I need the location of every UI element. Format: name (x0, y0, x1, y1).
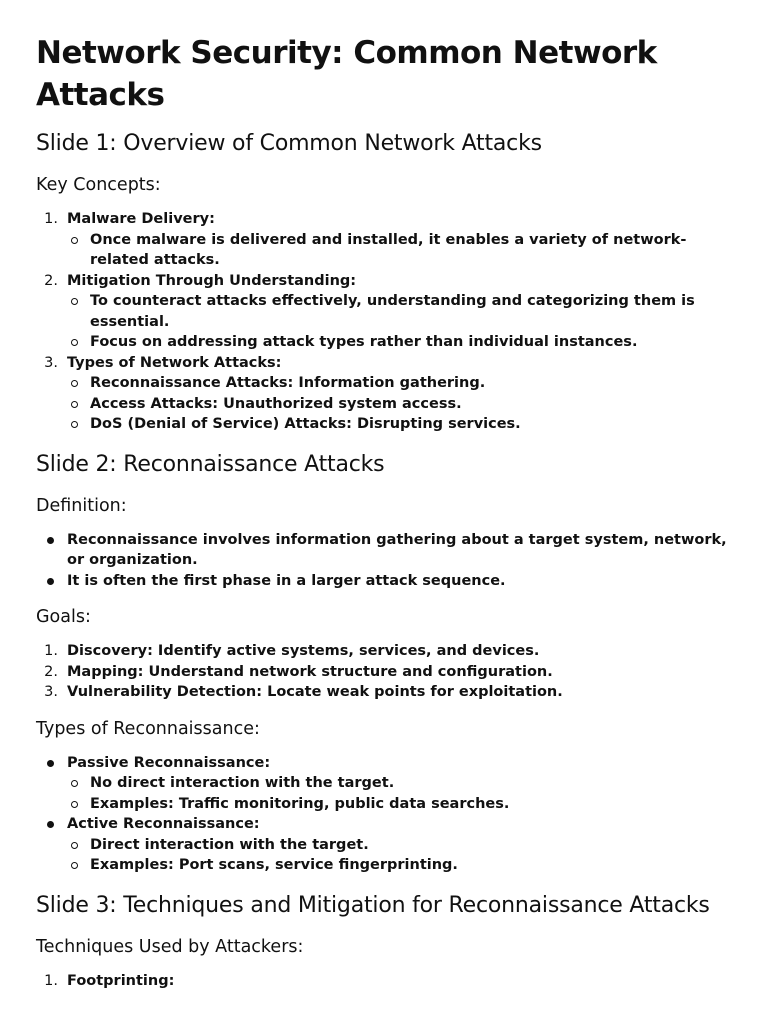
slide1-heading: Slide 1: Overview of Common Network Attacks (36, 131, 542, 156)
sub-list-item: Once malware is delivered and installed, it enables a variety of network-related attacks. (67, 230, 736, 271)
techniques-subheading: Techniques Used by Attackers: (36, 936, 304, 957)
circle-bullet-icon (71, 780, 78, 787)
list-number: 3. (44, 684, 58, 700)
list-item (36, 353, 736, 435)
definition-subheading: Definition: (36, 495, 127, 516)
types-subheading: Types of Reconnaissance: (36, 718, 260, 739)
techniques-list (36, 971, 736, 992)
circle-bullet-icon (71, 801, 78, 808)
list-item-label: Mitigation Through Understanding: (67, 272, 357, 289)
list-item: It is often the first phase in a larger attack sequence. (36, 571, 736, 592)
list-item-label: Types of Network Attacks: (67, 354, 282, 371)
list-number: 1. (44, 972, 58, 989)
list-item-label: Active Reconnaissance: (67, 816, 260, 832)
list-number: 1. (44, 643, 58, 659)
circle-bullet-icon (71, 862, 78, 869)
list-item-label: Malware Delivery: (67, 211, 215, 227)
slide3-heading: Slide 3: Techniques and Mitigation for Reconnaissance Attacks (36, 892, 710, 918)
list-item (36, 753, 736, 815)
list-item: 2. Mapping: Understand network structure and configuration. (36, 662, 736, 683)
sub-list-item: Reconnaissance Attacks: Information gathering. (67, 373, 736, 394)
list-item (36, 971, 736, 992)
circle-bullet-icon (71, 842, 78, 849)
definition-list (36, 530, 736, 592)
sub-list-item: No direct interaction with the target. (67, 773, 736, 794)
list-item (36, 814, 736, 876)
list-item: Reconnaissance involves information gathering about a target system, network, or organization. (36, 530, 736, 571)
bullet-icon (47, 578, 54, 585)
bullet-icon (47, 760, 54, 767)
sub-list-item: Focus on addressing attack types rather than individual instances. (67, 332, 736, 353)
circle-bullet-icon (71, 237, 78, 244)
list-number: 3. (44, 354, 58, 371)
list-item (36, 271, 736, 353)
list-number: 1. (44, 211, 58, 227)
list-item-label: Passive Reconnaissance: (67, 754, 271, 771)
circle-bullet-icon (71, 339, 78, 346)
circle-bullet-icon (71, 298, 78, 305)
list-number: 2. (44, 663, 58, 680)
list-item: 3. Vulnerability Detection: Locate weak points for exploitation. (36, 682, 736, 703)
sub-list-item: To counteract attacks effectively, understanding and categorizing them is essential. (67, 291, 736, 332)
sub-list-item: Examples: Port scans, service fingerprinting. (67, 855, 736, 876)
list-item-label: Footprinting: (67, 972, 175, 989)
document-page (36, 32, 736, 991)
document-title: Network Security: Common Network Attacks (36, 35, 657, 113)
key-concepts-list (36, 209, 736, 435)
types-list (36, 753, 736, 876)
slide2-heading: Slide 2: Reconnaissance Attacks (36, 451, 385, 477)
circle-bullet-icon (71, 421, 78, 428)
goals-subheading: Goals: (36, 607, 91, 627)
list-item: 1. Discovery: Identify active systems, services, and devices. (36, 641, 736, 662)
bullet-icon (47, 821, 54, 828)
slide1-subheading: Key Concepts: (36, 175, 161, 195)
sub-list-item: Access Attacks: Unauthorized system access. (67, 394, 736, 415)
list-number: 2. (44, 272, 58, 289)
circle-bullet-icon (71, 380, 78, 387)
sub-list-item: DoS (Denial of Service) Attacks: Disrupting services. (67, 414, 736, 435)
goals-list (36, 641, 736, 703)
list-item (36, 209, 736, 271)
sub-list-item: Direct interaction with the target. (67, 835, 736, 856)
bullet-icon (47, 537, 54, 544)
sub-list-item: Examples: Traffic monitoring, public data searches. (67, 794, 736, 815)
circle-bullet-icon (71, 401, 78, 408)
